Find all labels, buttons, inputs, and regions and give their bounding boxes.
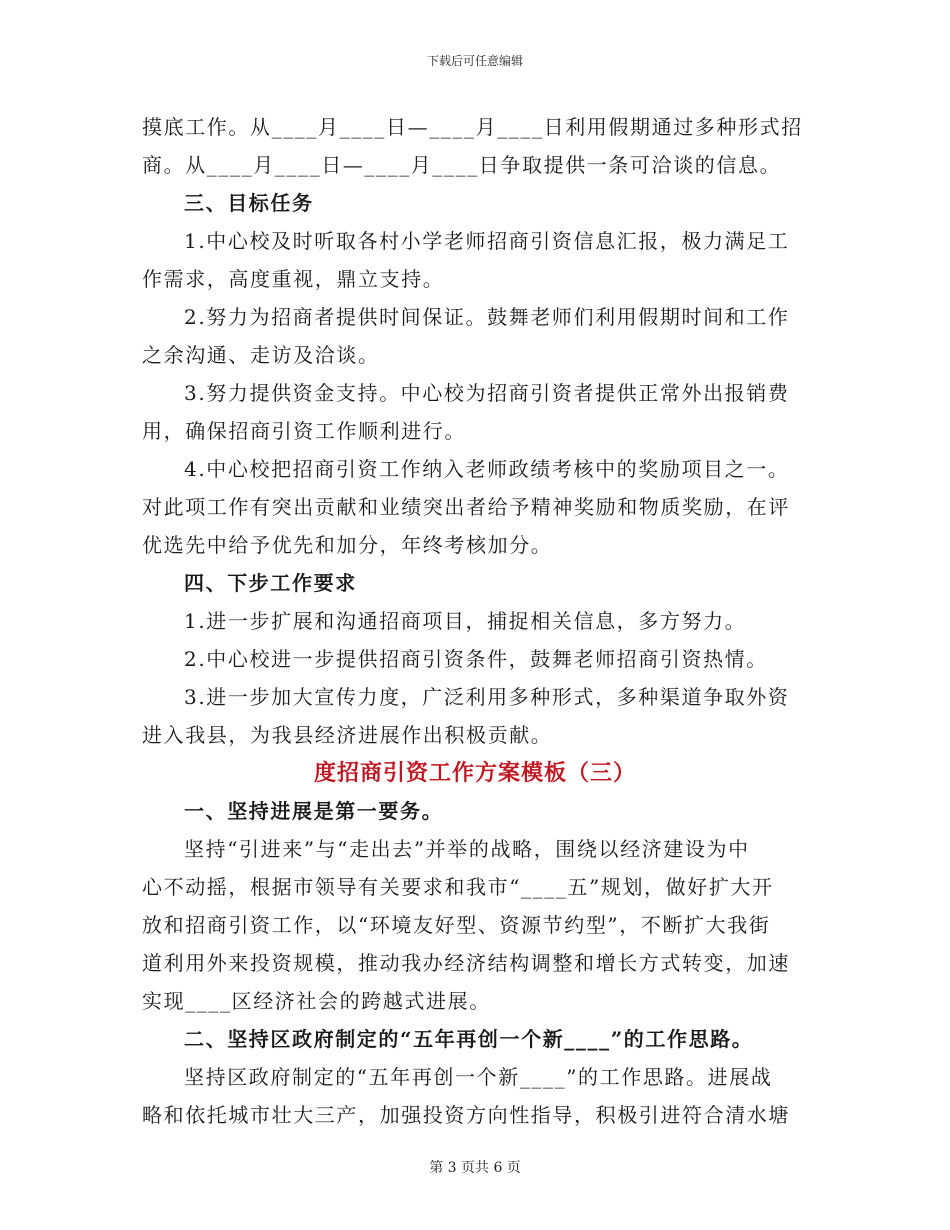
paragraph-line: 优选先中给予优先和加分，年终考核加分。	[142, 533, 553, 557]
section-heading: 二、坚持区政府制定的“五年再创一个新____”的工作思路。	[184, 1027, 754, 1051]
paragraph-line: 坚持“引进来”与“走出去”并举的战略，围绕以经济建设为中	[184, 837, 750, 861]
paragraph-line: 1.进一步扩展和沟通招商项目，捕捉相关信息，多方努力。	[184, 609, 747, 633]
paragraph-line: 2.努力为招商者提供时间保证。鼓舞老师们利用假期时间和工作	[184, 305, 790, 329]
paragraph-line: 作需求，高度重视，鼎立支持。	[142, 267, 445, 291]
paragraph-line: 道利用外来投资规模，推动我办经济结构调整和增长方式转变，加速	[142, 951, 790, 975]
paragraph-line: 3.进一步加大宣传力度，广泛利用多种形式，多种渠道争取外资	[184, 685, 790, 709]
paragraph-line: 坚持区政府制定的“五年再创一个新____”的工作思路。进展战	[184, 1065, 773, 1089]
paragraph-line: 商。从____月____日—____月____日争取提供一条可洽谈的信息。	[142, 153, 782, 177]
paragraph-line: 2.中心校进一步提供招商引资条件，鼓舞老师招商引资热情。	[184, 647, 768, 671]
paragraph-line: 3.努力提供资金支持。中心校为招商引资者提供正常外出报销费	[184, 381, 790, 405]
paragraph-line: 心不动摇，根据市领导有关要求和我市“____五”规划，做好扩大开	[142, 875, 774, 899]
page-header: 下载后可任意编辑	[426, 54, 523, 68]
paragraph-line: 之余沟通、走访及洽谈。	[142, 343, 380, 367]
paragraph-line: 1.中心校及时听取各村小学老师招商引资信息汇报，极力满足工	[184, 229, 790, 253]
paragraph-line: 4.中心校把招商引资工作纳入老师政绩考核中的奖励项目之一。	[184, 457, 790, 481]
page-footer: 第 3 页共 6 页	[429, 1160, 521, 1176]
paragraph-line: 实现____区经济社会的跨越式进展。	[142, 989, 491, 1013]
paragraph-line: 对此项工作有突出贡献和业绩突出者给予精神奖励和物质奖励，在评	[142, 495, 790, 519]
paragraph-line: 放和招商引资工作，以“环境友好型、资源节约型”，不断扩大我街	[142, 913, 771, 937]
document-title: 度招商引资工作方案模板（三）	[313, 760, 636, 786]
section-heading: 四、下步工作要求	[184, 571, 357, 595]
document-body	[142, 108, 808, 1134]
section-heading: 三、目标任务	[184, 191, 314, 215]
paragraph-line: 摸底工作。从____月____日—____月____日利用假期通过多种形式招	[142, 115, 803, 139]
paragraph-line: 用，确保招商引资工作顺利进行。	[142, 419, 466, 443]
section-heading: 一、坚持进展是第一要务。	[184, 799, 444, 823]
paragraph-line: 进入我县，为我县经济进展作出积极贡献。	[142, 723, 553, 747]
paragraph-line: 略和依托城市壮大三产，加强投资方向性指导，积极引进符合清水塘	[142, 1103, 790, 1127]
